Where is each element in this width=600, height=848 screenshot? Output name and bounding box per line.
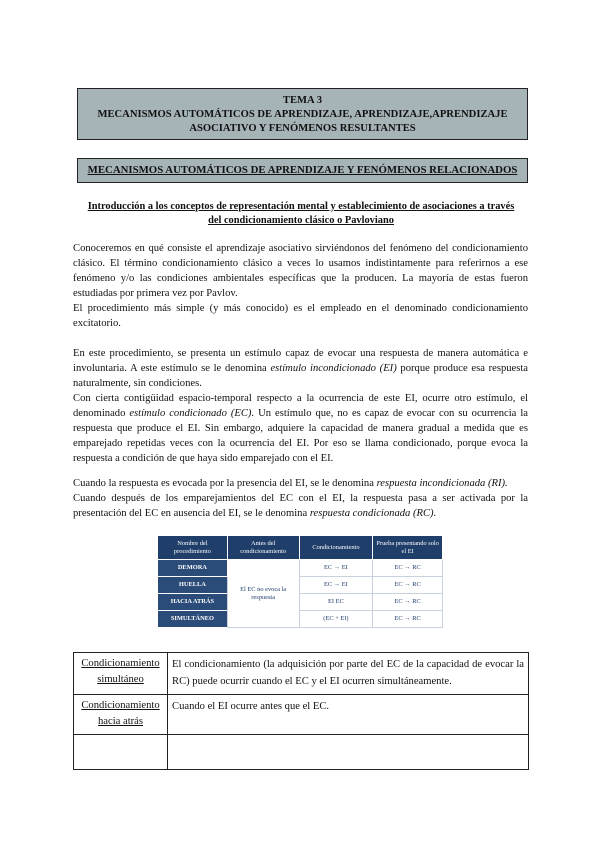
- definition-description: El condicionamiento (la adquisición por parte del EC de la capacidad de evocar la RC) puede ocurrir cuando el EC y el EI ocurren simultáneamente.: [168, 653, 529, 695]
- conditioning-cell: (EC + EI): [299, 611, 373, 628]
- conditioning-procedures-table: [157, 535, 443, 628]
- test-cell: EC → RC: [373, 577, 443, 594]
- term-estimulo-condicionado: estímulo condicionado (EC).: [129, 408, 255, 419]
- test-cell: EC → RC: [373, 560, 443, 577]
- definition-row: [74, 653, 529, 695]
- test-cell: EC → RC: [373, 611, 443, 628]
- response-paragraph-2: [73, 491, 528, 521]
- title-line-1: TEMA 3: [282, 95, 323, 106]
- procedure-paragraph-1: [73, 346, 528, 391]
- intro-paragraphs: [73, 241, 528, 331]
- table-row: [158, 611, 443, 628]
- definition-term: Condicionamiento hacia atrás: [74, 695, 168, 735]
- procedure-text-a1: En este procedimiento, se presenta un estímulo capaz de evocar una respuesta de manera automática e involuntaria. A este estímulo se le denomina: [73, 348, 528, 374]
- subheading-line-2: del condicionamiento clásico o Pavloviano: [208, 215, 394, 226]
- definition-term: [74, 735, 168, 770]
- term-respuesta-incondicionada: respuesta incondicionada (RI).: [376, 478, 508, 489]
- response-text-b1: Cuando después de los emparejamientos del EC con el EI, la respuesta pasa a ser activada por la presentación del EC en ausencia del EI, se le denomina: [73, 493, 528, 519]
- title-line-3: ASOCIATIVO Y FENÓMENOS RESULTANTES: [189, 123, 416, 134]
- definition-term: Condicionamiento simultáneo: [74, 653, 168, 695]
- procedure-text-b1: Con cierta contigüidad espacio-temporal respecto a la ocurrencia de este EI, ocurre otro estímulo, el denominado: [73, 393, 528, 419]
- subheading: [70, 200, 532, 228]
- term-estimulo-incondicionado: estímulo incondicionado (EI): [270, 363, 397, 374]
- table-row: [158, 560, 443, 577]
- table-header-row: [158, 536, 443, 560]
- header-procedure-name: Nombre del procedimiento: [158, 536, 228, 560]
- response-paragraphs: [73, 476, 528, 521]
- conditioning-cell: EC → EI: [299, 577, 373, 594]
- definition-row: [74, 735, 529, 770]
- intro-paragraph-2: El procedimiento más simple (y más conocido) es el empleado en el denominado condicionamiento excitatorio.: [73, 303, 528, 329]
- definition-row: [74, 695, 529, 735]
- procedure-paragraphs: [73, 346, 528, 466]
- test-cell: EC → RC: [373, 594, 443, 611]
- table-row: [158, 594, 443, 611]
- response-text-a1: Cuando la respuesta es evocada por la presencia del EI, se le denomina: [73, 478, 377, 489]
- procedure-text-a2: porque produce esa respuesta naturalmente, sin condiciones.: [73, 363, 529, 389]
- procedure-name: HACIA ATRÁS: [158, 594, 228, 611]
- subheading-line-1: Introducción a los conceptos de representación mental y establecimiento de asociaciones a través: [87, 201, 515, 212]
- procedure-text-b2: Un estímulo que, no es capaz de evocar con su ocurrencia la respuesta que produce el EI. Sin embargo, adquiere la capacidad de manera gradual a medida que es emparejado repetidas veces con la ocurrencia del EI. Por eso se llama condicionado, porque evoca la respuesta a condición de que haya sido emparejado con el EI.: [73, 408, 528, 464]
- procedure-paragraph-2: [73, 391, 528, 466]
- definitions-table: [73, 652, 529, 770]
- definition-description: [168, 735, 529, 770]
- document-title-box: [77, 88, 528, 140]
- procedure-name: HUELLA: [158, 577, 228, 594]
- definition-description: Cuando el EI ocurre antes que el EC.: [168, 695, 529, 735]
- conditioning-cell: EC → EI: [299, 560, 373, 577]
- before-conditioning-merged: El EC no evoca la respuesta: [227, 560, 299, 628]
- conditioning-cell: EI EC: [299, 594, 373, 611]
- section-heading: MECANISMOS AUTOMÁTICOS DE APRENDIZAJE Y FENÓMENOS RELACIONADOS: [77, 158, 528, 183]
- response-paragraph-1: [73, 476, 528, 491]
- header-conditioning: Condicionamiento: [299, 536, 373, 560]
- table-row: [158, 577, 443, 594]
- term-respuesta-condicionada: respuesta condicionada (RC).: [309, 508, 437, 519]
- procedure-name: SIMULTÁNEO: [158, 611, 228, 628]
- procedure-name: DEMORA: [158, 560, 228, 577]
- title-line-2: MECANISMOS AUTOMÁTICOS DE APRENDIZAJE, APRENDIZAJE,APRENDIZAJE: [97, 109, 508, 120]
- header-test: Prueba presentando solo el EI: [373, 536, 443, 560]
- header-before-conditioning: Antes del condicionamiento: [227, 536, 299, 560]
- intro-paragraph-1: Conoceremos en qué consiste el aprendizaje asociativo sirviéndonos del fenómeno del condicionamiento clásico. El término condicionamiento clásico a veces lo usamos indistintamente para referirnos a ese fenómeno y/o las condiciones ambientales específicas que la producen. La mayoría de estas fueron estudiadas por primera vez por Pavlov.: [73, 243, 528, 299]
